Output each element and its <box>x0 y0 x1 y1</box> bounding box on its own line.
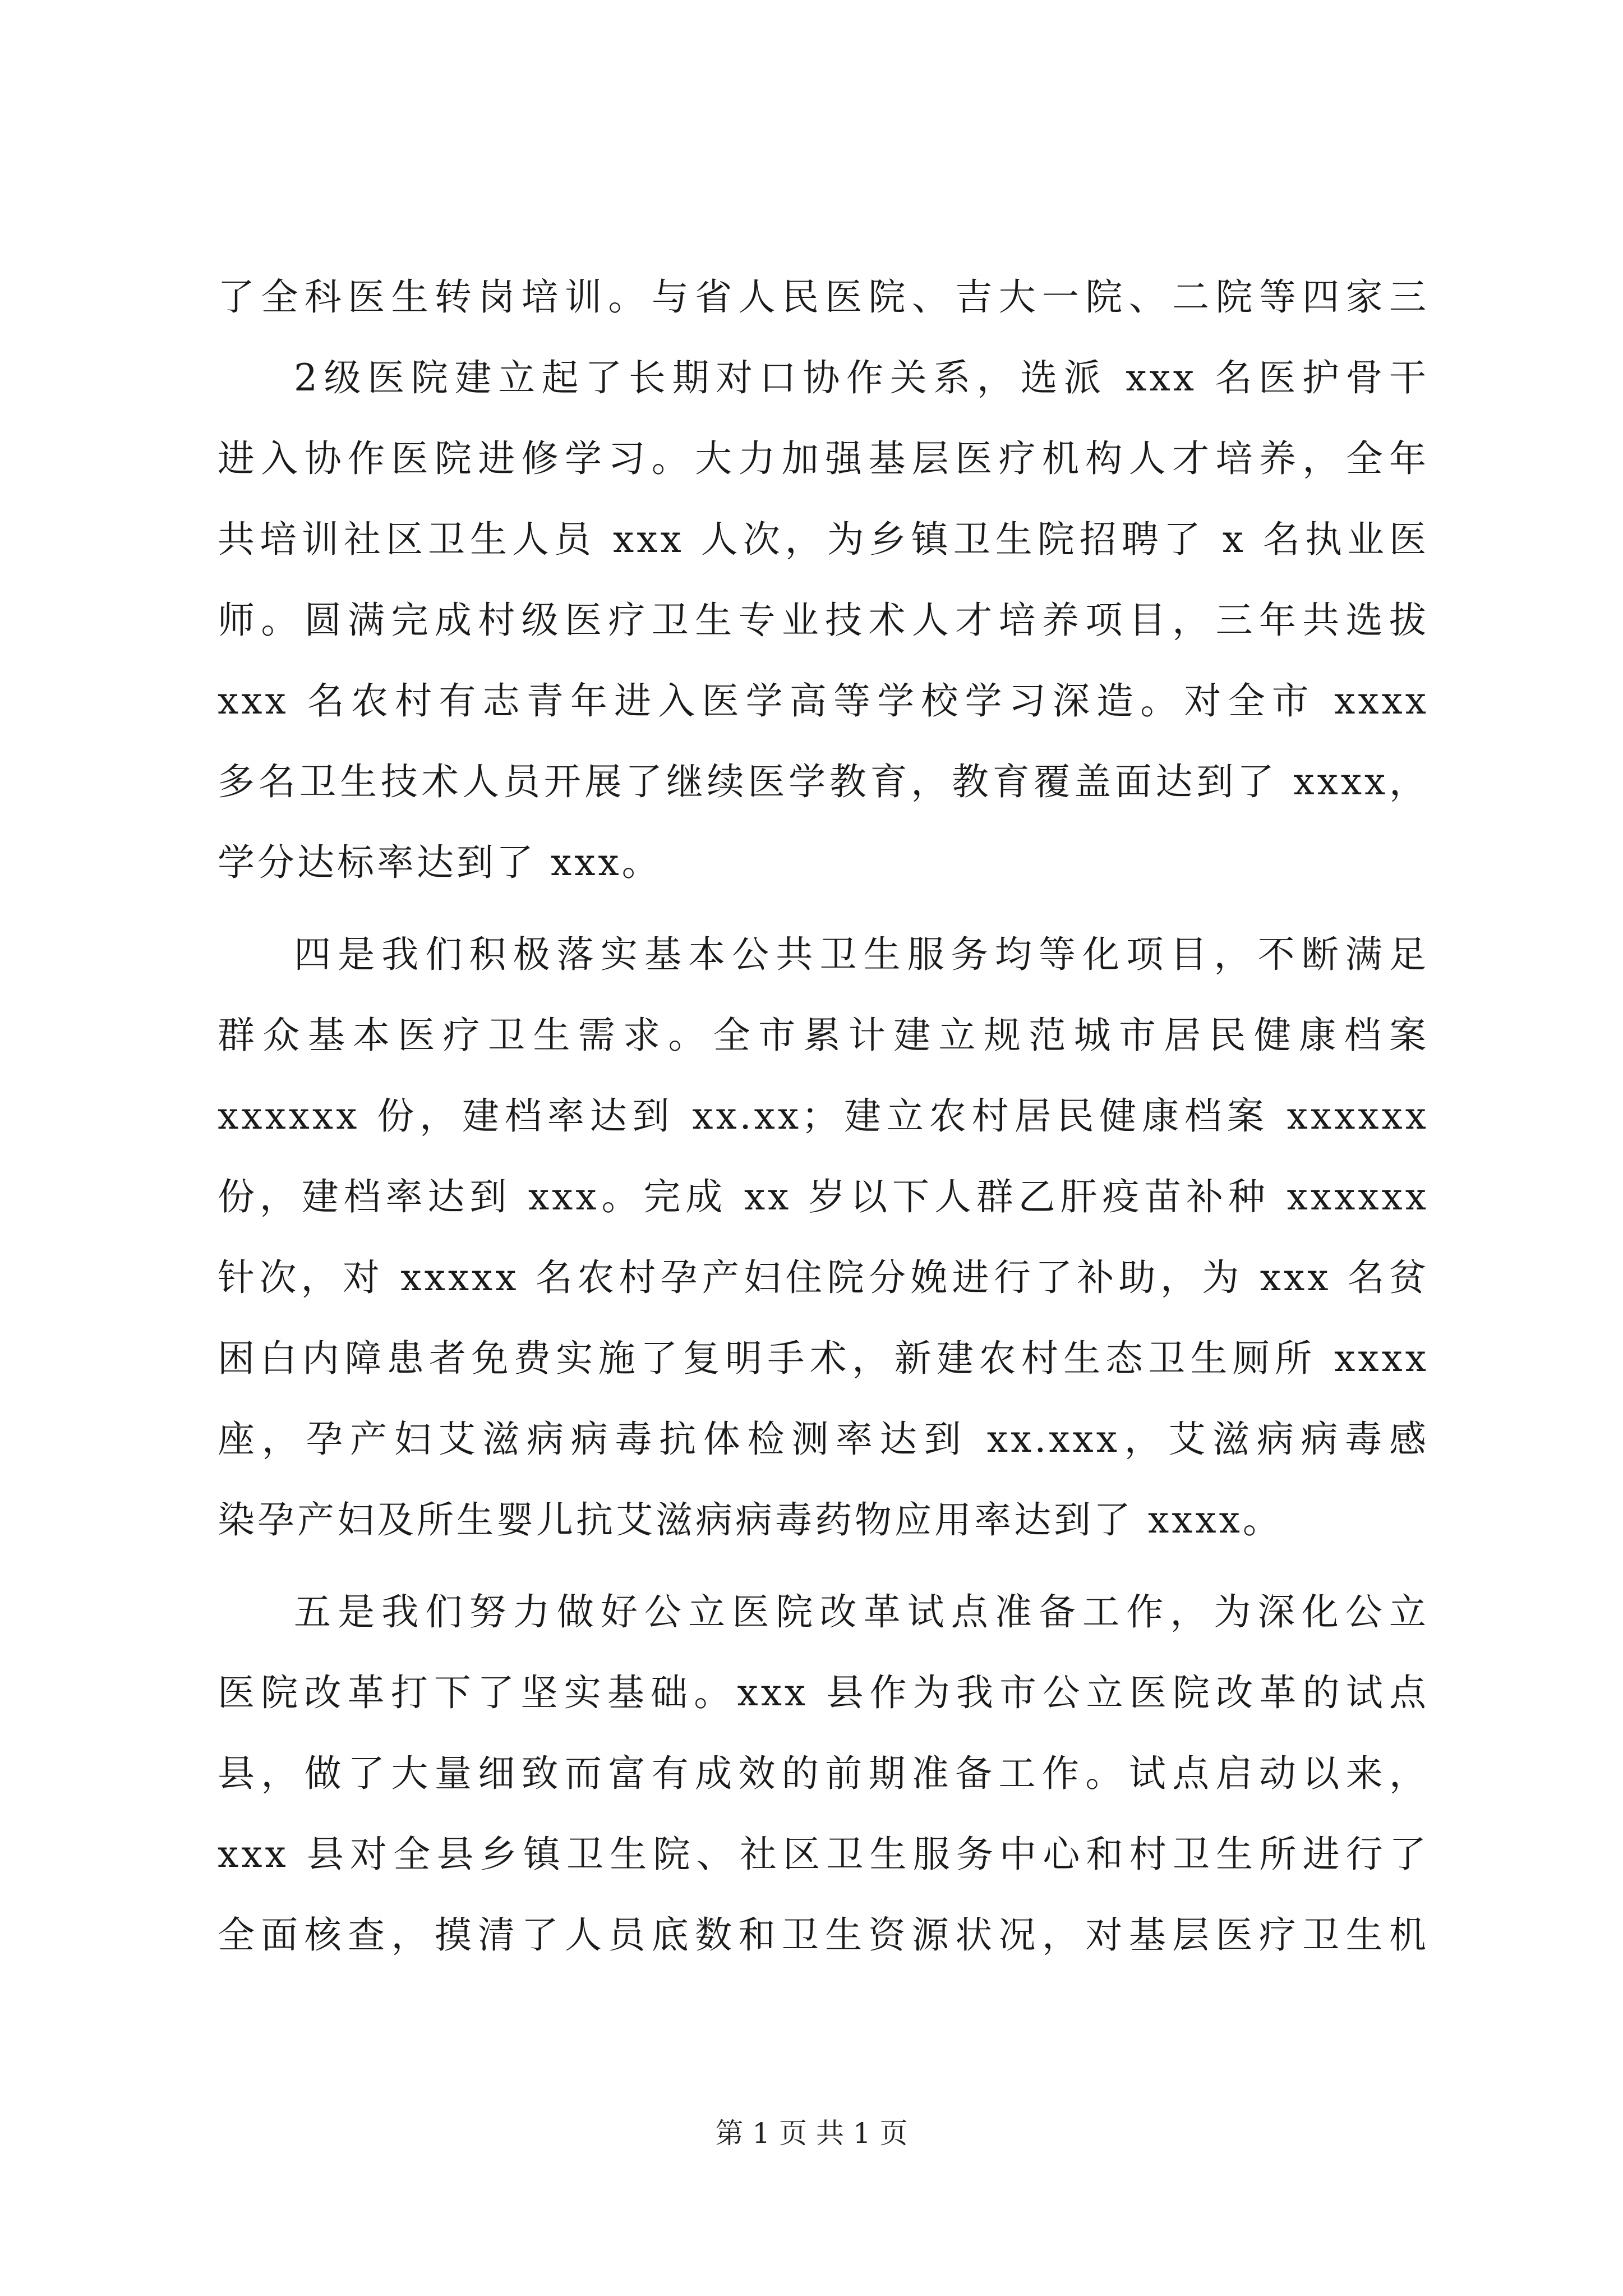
text-line: 四是我们积极落实基本公共卫生服务均等化项目，不断满足 <box>294 933 1429 976</box>
text-line: 份，建档率达到 xxx。完成 xx 岁以下人群乙肝疫苗补种 xxxxxx <box>218 1175 1429 1218</box>
text-line: 共培训社区卫生人员 xxx 人次，为乡镇卫生院招聘了 x 名执业医 <box>218 518 1429 561</box>
text-line: 困白内障患者免费实施了复明手术，新建农村生态卫生厕所 xxxx <box>218 1337 1429 1380</box>
text-line: 进入协作医院进修学习。大力加强基层医疗机构人才培养，全年 <box>218 437 1429 480</box>
page-number-label: 第 1 页 共 1 页 <box>715 2117 908 2150</box>
text-line: xxxxxx 份，建档率达到 xx.xx；建立农村居民健康档案 xxxxxx <box>218 1094 1429 1138</box>
text-line: 全面核查，摸清了人员底数和卫生资源状况，对基层医疗卫生机 <box>218 1913 1429 1957</box>
paragraph <box>218 338 1429 903</box>
paragraph-gap <box>218 903 1429 914</box>
text-line: 多名卫生技术人员开展了继续医学教育，教育覆盖面达到了 xxxx， <box>218 760 1429 803</box>
text-line: xxx 县对全县乡镇卫生院、社区卫生服务中心和村卫生所进行了 <box>218 1833 1429 1876</box>
paragraph <box>218 914 1429 1561</box>
text-line: 师。圆满完成村级医疗卫生专业技术人才培养项目，三年共选拔 <box>218 599 1429 642</box>
paragraph <box>218 1572 1429 1976</box>
text-line: xxx 名农村有志青年进入医学高等学校学习深造。对全市 xxxx <box>218 679 1429 723</box>
paragraph <box>218 257 1429 338</box>
body-text <box>218 257 1429 1976</box>
text-line: 座，孕产妇艾滋病病毒抗体检测率达到 xx.xxx，艾滋病病毒感 <box>218 1418 1429 1461</box>
page-footer <box>0 2114 1623 2153</box>
text-line: 针次，对 xxxxx 名农村孕产妇住院分娩进行了补助，为 xxx 名贫 <box>218 1256 1429 1299</box>
text-line: 学分达标率达到了 xxx。 <box>218 841 662 884</box>
paragraph-gap <box>218 1561 1429 1572</box>
text-line: 医院改革打下了坚实基础。xxx 县作为我市公立医院改革的试点 <box>218 1671 1429 1714</box>
text-line: 了全科医生转岗培训。与省人民医院、吉大一院、二院等四家三 <box>218 275 1429 319</box>
text-line: 县，做了大量细致而富有成效的前期准备工作。试点启动以来， <box>218 1752 1429 1795</box>
text-line: 群众基本医疗卫生需求。全市累计建立规范城市居民健康档案 <box>218 1014 1429 1057</box>
text-line: 五是我们努力做好公立医院改革试点准备工作，为深化公立 <box>294 1590 1429 1634</box>
text-line: 染孕产妇及所生婴儿抗艾滋病病毒药物应用率达到了 xxxx。 <box>218 1498 1283 1542</box>
text-line: 2级医院建立起了长期对口协作关系，选派 xxx 名医护骨干 <box>294 356 1429 399</box>
